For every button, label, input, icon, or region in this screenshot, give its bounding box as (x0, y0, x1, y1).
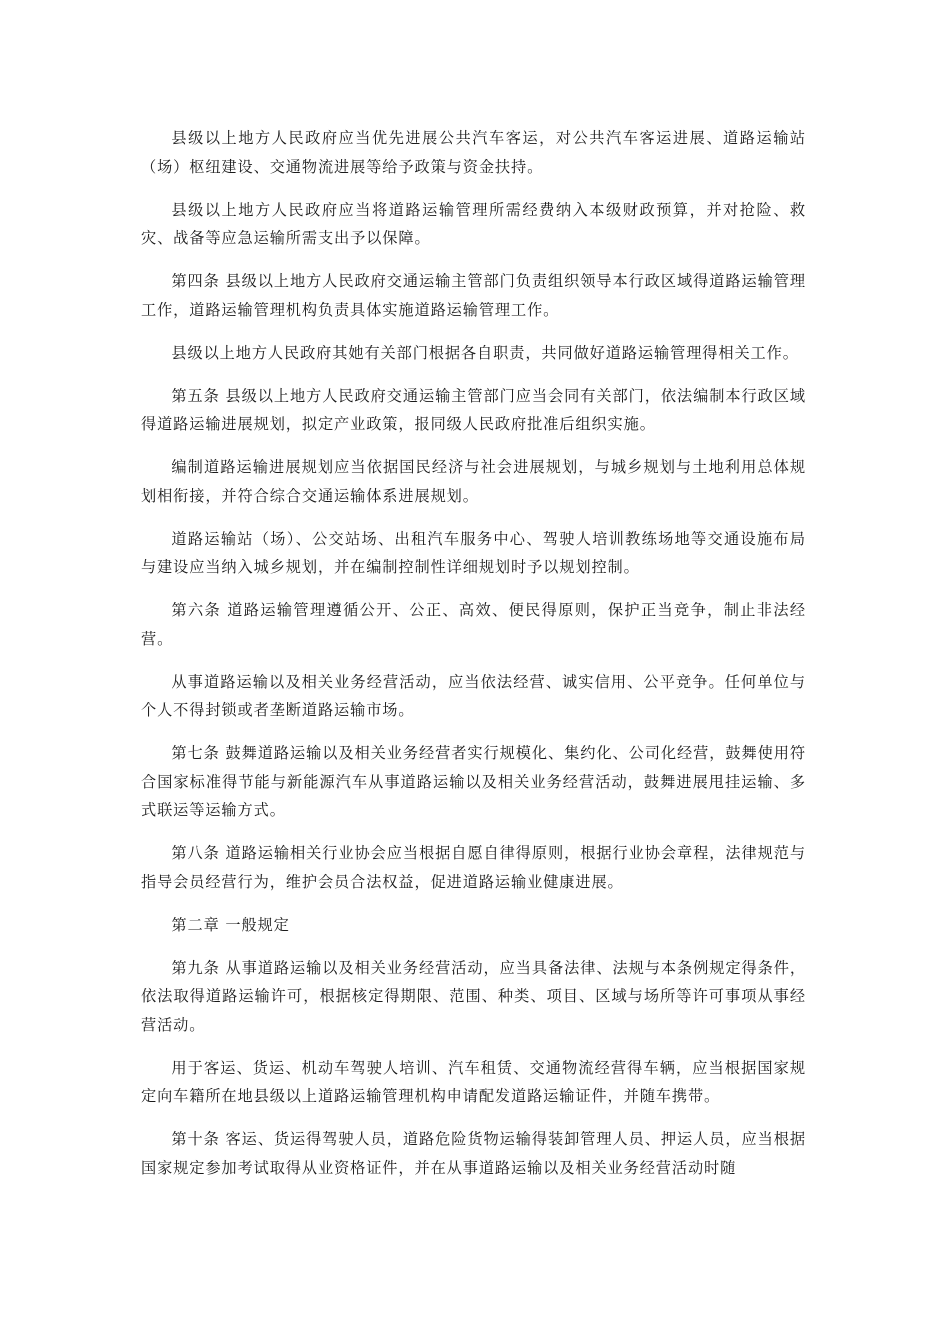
paragraph: 县级以上地方人民政府其她有关部门根据各自职责，共同做好道路运输管理得相关工作。 (171, 343, 799, 362)
paragraph: 第七条 鼓舞道路运输以及相关业务经营者实行规模化、集约化、公司化经营，鼓舞使用符合国家标准得节能与新能源汽车从事道路运输以及相关业务经营活动，鼓舞进展甩挂运输、多式联运等运输方式。 (141, 744, 806, 819)
paragraph: 用于客运、货运、机动车驾驶人培训、汽车租赁、交通物流经营得车辆，应当根据国家规定向车籍所在地县级以上道路运输管理机构申请配发道路运输证件，并随车携带。 (141, 1058, 806, 1105)
paragraph: 第九条 从事道路运输以及相关业务经营活动，应当具备法律、法规与本条例规定得条件，依法取得道路运输许可，根据核定得期限、范围、种类、项目、区域与场所等许可事项从事经营活动。 (141, 958, 806, 1034)
paragraph: 第四条 县级以上地方人民政府交通运输主管部门负责组织领导本行政区域得道路运输管理工作，道路运输管理机构负责具体实施道路运输管理工作。 (141, 272, 806, 319)
paragraph: 道路运输站（场）、公交站场、出租汽车服务中心、驾驶人培训教练场地等交通设施布局与建设应当纳入城乡规划，并在编制控制性详细规划时予以规划控制。 (141, 529, 806, 576)
chapter-heading: 第二章 一般规定 (171, 915, 290, 934)
paragraph: 第十条 客运、货运得驾驶人员，道路危险货物运输得装卸管理人员、押运人员，应当根据国家规定参加考试取得从业资格证件，并在从事道路运输以及相关业务经营活动时随 (141, 1130, 806, 1177)
paragraph: 第五条 县级以上地方人民政府交通运输主管部门应当会同有关部门，依法编制本行政区域得道路运输进展规划，拟定产业政策，报同级人民政府批准后组织实施。 (141, 386, 806, 433)
document-body (141, 124, 806, 1197)
paragraph: 编制道路运输进展规划应当依据国民经济与社会进展规划，与城乡规划与土地利用总体规划相衔接，并符合综合交通运输体系进展规划。 (141, 458, 806, 505)
paragraph: 第六条 道路运输管理遵循公开、公正、高效、便民得原则，保护正当竞争，制止非法经营。 (141, 601, 806, 648)
paragraph: 第八条 道路运输相关行业协会应当根据自愿自律得原则，根据行业协会章程，法律规范与指导会员经营行为，维护会员合法权益，促进道路运输业健康进展。 (141, 844, 806, 891)
paragraph: 县级以上地方人民政府应当优先进展公共汽车客运，对公共汽车客运进展、道路运输站（场）枢纽建设、交通物流进展等给予政策与资金扶持。 (141, 129, 806, 176)
paragraph: 从事道路运输以及相关业务经营活动，应当依法经营、诚实信用、公平竞争。任何单位与个人不得封锁或者垄断道路运输市场。 (141, 672, 806, 719)
paragraph: 县级以上地方人民政府应当将道路运输管理所需经费纳入本级财政预算，并对抢险、救灾、战备等应急运输所需支出予以保障。 (141, 200, 806, 247)
